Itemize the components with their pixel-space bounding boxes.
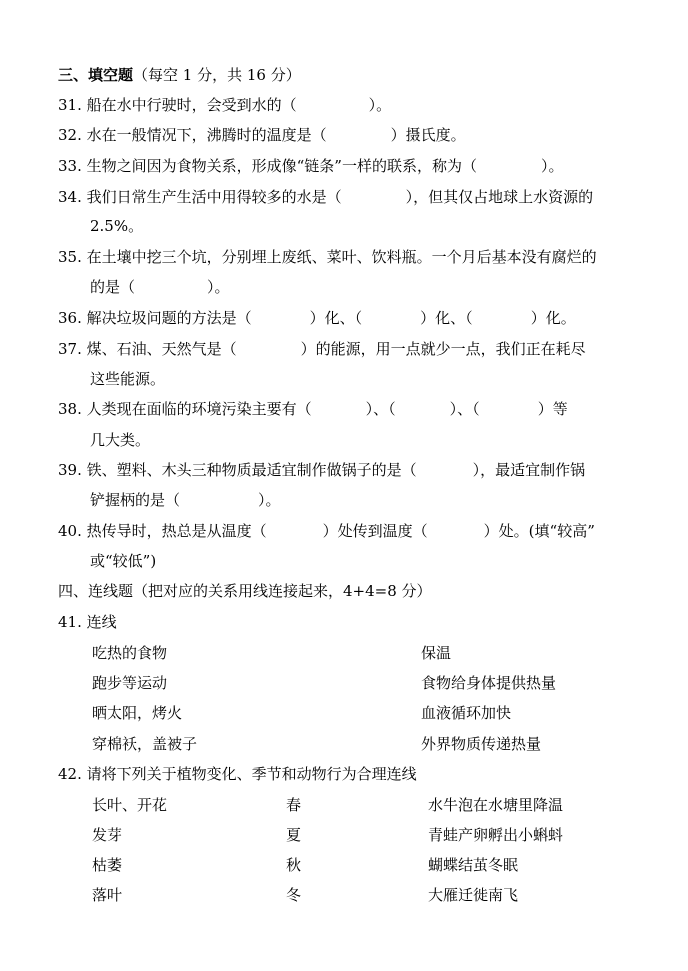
question-31: 31. 船在水中行驶时，会受到水的（ ）。 bbox=[58, 96, 392, 114]
match-left-item[interactable]: 跑步等运动 bbox=[92, 674, 168, 692]
match-left-item[interactable]: 晒太阳，烤火 bbox=[92, 704, 183, 722]
plant-change-item[interactable]: 落叶 bbox=[92, 886, 123, 904]
match-left-item[interactable]: 吃热的食物 bbox=[92, 644, 168, 662]
question-number: 35. bbox=[58, 248, 82, 266]
animal-behavior-item[interactable]: 大雁迁徙南飞 bbox=[428, 886, 519, 904]
match-right-item[interactable]: 外界物质传递热量 bbox=[421, 735, 542, 753]
season-item[interactable]: 春 bbox=[286, 796, 302, 814]
question-number: 36. bbox=[58, 309, 82, 327]
question-35: 35. 在土壤中挖三个坑，分别埋上废纸、菜叶、饮料瓶。一个月后基本没有腐烂的 bbox=[58, 248, 597, 266]
question-34-cont: 2.5%。 bbox=[90, 217, 144, 235]
question-number: 31. bbox=[58, 96, 82, 114]
section-3-title: 三、填空题 bbox=[58, 66, 134, 84]
question-34: 34. 我们日常生产生活中用得较多的水是（ ），但其仅占地球上水资源的 bbox=[58, 188, 594, 206]
question-32: 32. 水在一般情况下，沸腾时的温度是（ ）摄氏度。 bbox=[58, 126, 466, 144]
animal-behavior-item[interactable]: 蝴蝶结茧冬眠 bbox=[428, 856, 519, 874]
animal-behavior-item[interactable]: 水牛泡在水塘里降温 bbox=[428, 796, 564, 814]
section-3-heading bbox=[58, 65, 301, 85]
plant-change-item[interactable]: 长叶、开花 bbox=[92, 796, 168, 814]
question-number: 41. bbox=[58, 613, 82, 631]
season-item[interactable]: 夏 bbox=[286, 826, 302, 844]
season-item[interactable]: 冬 bbox=[286, 886, 302, 904]
question-number: 39. bbox=[58, 461, 82, 479]
season-item[interactable]: 秋 bbox=[286, 856, 302, 874]
question-number: 37. bbox=[58, 340, 82, 358]
match-left-item[interactable]: 穿棉袄，盖被子 bbox=[92, 735, 198, 753]
question-36: 36. 解决垃圾问题的方法是（ ）化、（ ）化、（ ）化。 bbox=[58, 309, 576, 327]
question-33: 33. 生物之间因为食物关系，形成像“链条”一样的联系，称为（ ）。 bbox=[58, 157, 564, 175]
question-number: 34. bbox=[58, 188, 82, 206]
plant-change-item[interactable]: 发芽 bbox=[92, 826, 123, 844]
question-40: 40. 热传导时，热总是从温度（ ）处传到温度（ ）处。(填“较高” bbox=[58, 522, 595, 540]
question-number: 38. bbox=[58, 400, 82, 418]
plant-change-item[interactable]: 枯萎 bbox=[92, 856, 123, 874]
question-37: 37. 煤、石油、天然气是（ ）的能源，用一点就少一点，我们正在耗尽 bbox=[58, 340, 586, 358]
section-4-title: 四、连线题（把对应的关系用线连接起来，4+4=8 分） bbox=[58, 582, 432, 600]
question-37-cont: 这些能源。 bbox=[90, 370, 166, 388]
question-number: 32. bbox=[58, 126, 82, 144]
question-number: 40. bbox=[58, 522, 82, 540]
match-right-item[interactable]: 保温 bbox=[421, 644, 452, 662]
question-39: 39. 铁、塑料、木头三种物质最适宜制作做锅子的是（ ），最适宜制作锅 bbox=[58, 461, 586, 479]
question-40-cont: 或“较低”) bbox=[90, 552, 157, 570]
match-right-item[interactable]: 食物给身体提供热量 bbox=[421, 674, 557, 692]
question-number: 42. bbox=[58, 765, 82, 783]
question-41-title: 连线 bbox=[86, 613, 117, 631]
question-39-cont: 铲握柄的是（ ）。 bbox=[90, 491, 281, 509]
animal-behavior-item[interactable]: 青蛙产卵孵出小蝌蚪 bbox=[428, 826, 564, 844]
question-number: 33. bbox=[58, 157, 82, 175]
question-42 bbox=[58, 764, 417, 784]
match-right-item[interactable]: 血液循环加快 bbox=[421, 704, 512, 722]
question-38-cont: 几大类。 bbox=[90, 431, 151, 449]
question-35-cont: 的是（ ）。 bbox=[90, 278, 230, 296]
question-41 bbox=[58, 612, 117, 632]
question-38: 38. 人类现在面临的环境污染主要有（ ）、（ ）、（ ）等 bbox=[58, 400, 568, 418]
section-3-note: （每空 1 分，共 16 分） bbox=[133, 66, 301, 84]
question-42-title: 请将下列关于植物变化、季节和动物行为合理连线 bbox=[86, 765, 417, 783]
